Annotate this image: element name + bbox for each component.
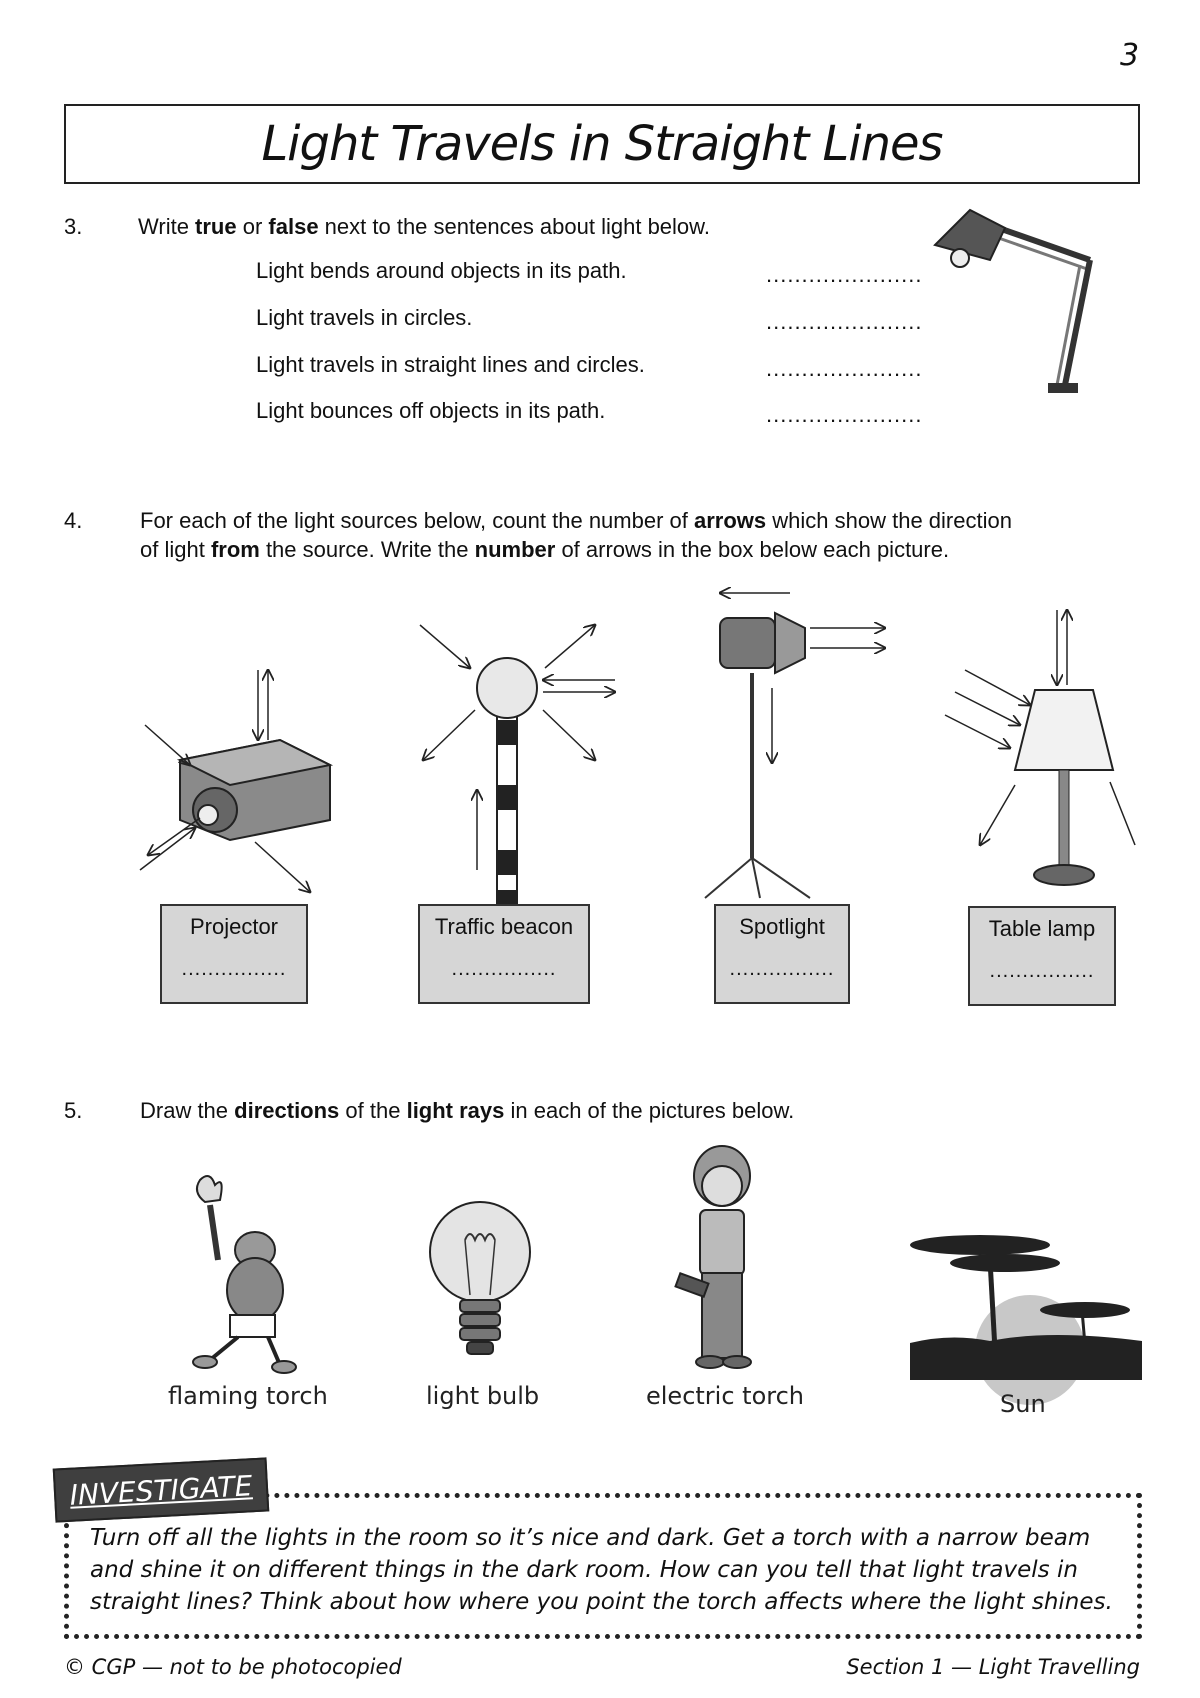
q3-instruction: Write true or false next to the sentences about light below. (138, 214, 710, 239)
q4-instruction-line-2: of light from the source. Write the number of arrows in the box below each picture. (140, 537, 950, 562)
caption-electric-torch: electric torch (646, 1382, 805, 1410)
projector-label: Projector (189, 914, 279, 939)
table-lamp-label: Table lamp (988, 916, 1096, 941)
caption-flaming-torch: flaming torch (168, 1382, 328, 1410)
footer-copyright: © CGP — not to be photocopied (64, 1655, 402, 1679)
q3-number: 3. (64, 214, 83, 239)
traffic-beacon-illustration (415, 610, 625, 905)
investigate-line-1: Turn off all the lights in the room so it’s nice and dark. Get a torch with a narrow beam (90, 1525, 1091, 1551)
investigate-tag: INVESTIGATE (53, 1457, 270, 1522)
investigate-text (90, 1522, 1130, 1618)
q3-statement-4: Light bounces off objects in its path. (256, 398, 606, 423)
investigate-line-2: and shine it on different things in the dark room. How can you tell that light travels in (90, 1557, 1078, 1583)
table-lamp-box[interactable] (968, 906, 1116, 1006)
q3-answer-2[interactable]: ...................... (766, 309, 923, 334)
title-box (64, 104, 1140, 184)
table-lamp-answer[interactable]: ................ (989, 960, 1095, 982)
footer-section: Section 1 — Light Travelling (846, 1655, 1140, 1679)
flaming-torch-illustration (180, 1170, 310, 1370)
traffic-beacon-answer[interactable]: ................ (451, 958, 557, 980)
sun-illustration (910, 1225, 1142, 1380)
projector-box[interactable] (160, 904, 308, 1004)
traffic-beacon-box[interactable] (418, 904, 590, 1004)
projector-answer[interactable]: ................ (181, 958, 287, 980)
spotlight-illustration (700, 588, 900, 903)
electric-torch-illustration (672, 1148, 772, 1373)
caption-sun: Sun (1000, 1390, 1046, 1418)
q3-answer-1[interactable]: ...................... (766, 262, 923, 287)
q5-number: 5. (64, 1098, 83, 1123)
spotlight-box[interactable] (714, 904, 850, 1004)
spotlight-answer[interactable]: ................ (729, 958, 835, 980)
caption-light-bulb: light bulb (426, 1382, 540, 1410)
q3-statement-2: Light travels in circles. (256, 305, 473, 330)
investigate-line-3: straight lines? Think about how where you point the torch affects where the light shines. (90, 1589, 1113, 1615)
page-number: 3 (1120, 38, 1140, 73)
spotlight-label: Spotlight (739, 914, 825, 939)
page-title: Light Travels in Straight Lines (261, 116, 943, 172)
light-bulb-illustration (425, 1200, 535, 1365)
traffic-beacon-label: Traffic beacon (434, 914, 574, 939)
desk-lamp-illustration (930, 200, 1100, 400)
projector-illustration (130, 670, 340, 900)
q4-number: 4. (64, 508, 83, 533)
q4-instruction-line-1: For each of the light sources below, count the number of arrows which show the direction (140, 508, 1012, 533)
q3-statement-3: Light travels in straight lines and circles. (256, 352, 645, 377)
q3-statement-1: Light bends around objects in its path. (256, 258, 627, 283)
q3-answer-4[interactable]: ...................... (766, 402, 923, 427)
q5-instruction: Draw the directions of the light rays in each of the pictures below. (140, 1098, 795, 1123)
table-lamp-illustration (945, 610, 1145, 895)
q3-answer-3[interactable]: ...................... (766, 356, 923, 381)
